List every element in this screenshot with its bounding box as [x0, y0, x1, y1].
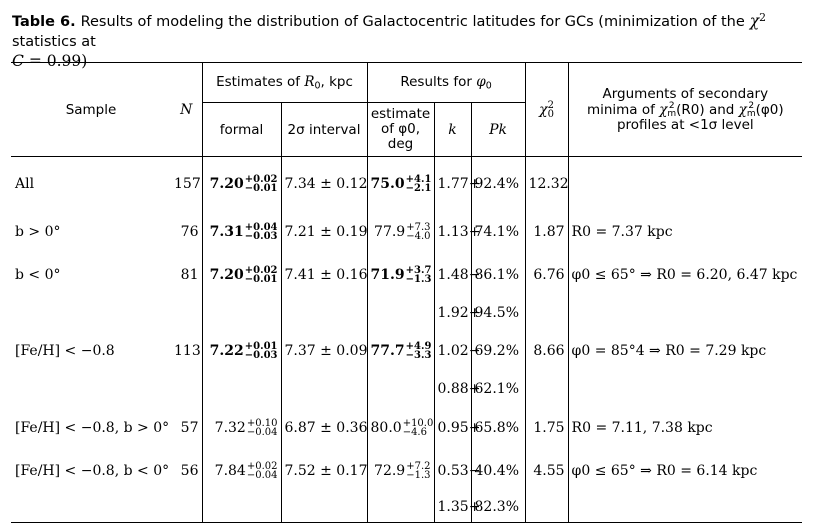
cell-k: 1.35+	[434, 493, 471, 523]
cell-chi2: 8.66	[525, 329, 568, 373]
cell-phi-errors	[406, 266, 432, 284]
cell-phi	[367, 406, 434, 450]
cell-formal-err-dn: −0.03	[244, 231, 278, 242]
cell-pk: 40.4%	[471, 450, 525, 493]
cell-formal-value: 7.31	[209, 224, 244, 240]
cell-phi-value: 75.0	[370, 175, 405, 192]
cell-interval: 6.87 ± 0.36	[281, 406, 367, 450]
table-row	[11, 493, 802, 523]
cell-chi2	[525, 373, 568, 406]
cell-formal-err-dn: −0.04	[246, 426, 278, 438]
cell-arguments: φ0 = 85°4 ⇒ R0 = 7.29 kpc	[568, 329, 802, 373]
header-n: N	[171, 63, 202, 157]
cell-formal-value: 7.32	[214, 419, 246, 436]
cell-k: 0.88+	[434, 373, 471, 406]
cell-phi-err-up: +7.2	[406, 461, 431, 472]
header-chi2: χ 2 0	[525, 63, 568, 157]
cell-phi-value: 71.9	[370, 267, 405, 283]
cell-phi-err-dn: −4.6	[402, 426, 427, 438]
cell-formal	[202, 450, 281, 493]
table-row	[11, 450, 802, 493]
cell-formal-errors	[247, 419, 278, 437]
cell-arguments	[568, 297, 802, 329]
cell-pk: 82.3%	[471, 493, 525, 523]
cell-pk: 69.2%	[471, 329, 525, 373]
cell-phi	[367, 450, 434, 493]
cell-chi2: 1.87	[525, 211, 568, 254]
cell-sample	[11, 373, 171, 406]
cell-formal-err-dn: −0.04	[246, 470, 278, 481]
cell-n	[171, 373, 202, 406]
cell-n: 81	[180, 267, 199, 283]
cell-phi-errors	[406, 462, 430, 480]
cell-pk: 86.1%	[471, 254, 525, 297]
cell-interval	[281, 493, 367, 523]
table-row	[11, 297, 802, 329]
cell-phi-err-up: +10.0	[402, 417, 434, 429]
results-table	[11, 62, 802, 523]
cell-formal-err-up: +0.02	[246, 461, 278, 472]
cell-sample	[11, 297, 171, 329]
cell-formal	[202, 297, 281, 329]
cell-arguments: R0 = 7.11, 7.38 kpc	[568, 406, 802, 450]
cell-formal-err-up: +0.10	[246, 417, 278, 429]
cell-phi-err-up: +4.1	[405, 173, 432, 185]
header-estimates: Estimates of R0, kpc	[202, 63, 367, 103]
caption-text-a: Results of modeling the distribution of Galactocentric latitudes for GCs (minimization of the	[80, 13, 745, 30]
cell-formal-err-dn: −0.01	[244, 182, 278, 194]
cell-formal-errors	[245, 266, 278, 284]
cell-phi-value: 72.9	[374, 463, 406, 479]
cell-phi-value: 77.9	[374, 224, 406, 240]
cell-formal	[202, 493, 281, 523]
cell-chi2: 12.32	[525, 157, 568, 211]
cell-sample	[11, 493, 171, 523]
cell-phi-err-dn: −2.1	[405, 182, 432, 194]
cell-arguments	[568, 157, 802, 211]
cell-interval: 7.37 ± 0.09	[281, 329, 367, 373]
cell-formal-value: 7.22	[209, 342, 244, 359]
cell-formal-err-up: +0.01	[244, 340, 278, 352]
cell-n: 76	[180, 224, 199, 240]
cell-phi-errors	[406, 342, 432, 360]
header-results: Results for φ0	[367, 63, 525, 103]
table-row	[11, 373, 802, 406]
cell-formal-err-up: +0.04	[244, 222, 278, 233]
cell-phi-err-up: +7.3	[406, 222, 431, 233]
cell-phi	[367, 373, 434, 406]
cell-arguments	[568, 373, 802, 406]
cell-arguments: φ0 ≤ 65° ⇒ R0 = 6.20, 6.47 kpc	[568, 254, 802, 297]
cell-formal-errors	[247, 462, 278, 480]
cell-chi2: 4.55	[525, 450, 568, 493]
header-formal: formal	[202, 103, 281, 157]
cell-n	[171, 493, 202, 523]
cell-phi-value: 77.7	[370, 342, 405, 359]
cell-formal	[202, 254, 281, 297]
cell-phi	[367, 157, 434, 211]
cell-k: 1.02−	[434, 329, 471, 373]
cell-phi-err-dn: −1.3	[405, 274, 432, 285]
cell-n: 157	[174, 175, 201, 192]
cell-phi-errors	[403, 419, 434, 437]
cell-pk: 94.5%	[471, 297, 525, 329]
cell-chi2	[525, 493, 568, 523]
cell-sample: [Fe/H] < −0.8, b < 0°	[15, 463, 170, 479]
cell-formal-value: 7.20	[209, 267, 244, 283]
cell-k: 1.77+	[434, 157, 471, 211]
cell-phi-err-up: +4.9	[405, 340, 432, 352]
cell-sample: b < 0°	[15, 267, 61, 283]
cell-interval: 7.52 ± 0.17	[281, 450, 367, 493]
cell-chi2	[525, 297, 568, 329]
cell-n: 56	[180, 463, 199, 479]
cell-phi-value: 80.0	[370, 419, 402, 436]
cell-chi2: 1.75	[525, 406, 568, 450]
cell-arguments: φ0 ≤ 65° ⇒ R0 = 6.14 kpc	[568, 450, 802, 493]
cell-k: 1.92+	[434, 297, 471, 329]
cell-arguments	[568, 493, 802, 523]
cell-n	[171, 297, 202, 329]
caption-text-d: = 0.99)	[28, 51, 88, 70]
header-estimate-phi: estimate of φ0, deg	[367, 103, 434, 157]
cell-formal-errors	[245, 175, 278, 193]
cell-pk: 65.8%	[471, 406, 525, 450]
cell-phi-err-up: +3.7	[405, 265, 432, 276]
cell-formal-value: 7.84	[214, 463, 246, 479]
cell-k: 0.53−	[434, 450, 471, 493]
cell-k: 1.48−	[434, 254, 471, 297]
cell-interval	[281, 373, 367, 406]
cell-pk: 74.1%	[471, 211, 525, 254]
cell-phi	[367, 493, 434, 523]
header-arguments: Arguments of secondary minima of χ 2 m (R0) and χ 2 m (φ0) profiles at <1σ level	[568, 63, 802, 157]
cell-formal-err-dn: −0.01	[244, 274, 278, 285]
caption-c: C	[12, 51, 24, 70]
cell-phi-err-dn: −4.0	[406, 231, 431, 242]
cell-interval: 7.34 ± 0.12	[281, 157, 367, 211]
cell-sample: b > 0°	[15, 224, 61, 240]
cell-phi	[367, 297, 434, 329]
cell-formal	[202, 157, 281, 211]
table-row	[11, 254, 802, 297]
cell-phi-err-dn: −3.3	[405, 349, 432, 361]
cell-k: 0.95+	[434, 406, 471, 450]
caption-chi: χ	[749, 11, 760, 30]
cell-n: 57	[180, 419, 199, 436]
caption-sup: 2	[759, 11, 767, 24]
table-row	[11, 211, 802, 254]
cell-arguments: R0 = 7.37 kpc	[568, 211, 802, 254]
cell-sample: [Fe/H] < −0.8	[15, 342, 115, 359]
cell-phi	[367, 329, 434, 373]
cell-interval: 7.41 ± 0.16	[281, 254, 367, 297]
cell-k: 1.13+	[434, 211, 471, 254]
cell-chi2: 6.76	[525, 254, 568, 297]
header-interval: 2σ interval	[281, 103, 367, 157]
cell-formal-err-dn: −0.03	[244, 349, 278, 361]
caption-text-b: statistics at	[12, 33, 96, 50]
header-sample: Sample	[11, 63, 171, 157]
cell-phi-errors	[406, 223, 430, 241]
cell-formal-value: 7.20	[209, 175, 244, 192]
cell-n: 113	[174, 342, 201, 359]
cell-pk: 92.4%	[471, 157, 525, 211]
cell-formal	[202, 329, 281, 373]
cell-formal	[202, 373, 281, 406]
cell-phi	[367, 254, 434, 297]
caption-label: Table 6.	[12, 13, 76, 30]
cell-phi	[367, 211, 434, 254]
table-row	[11, 157, 802, 211]
cell-formal-errors	[245, 342, 278, 360]
table-row	[11, 406, 802, 450]
cell-interval: 7.21 ± 0.19	[281, 211, 367, 254]
header-pk: Pk	[471, 103, 525, 157]
cell-formal-err-up: +0.02	[244, 173, 278, 185]
cell-pk: 62.1%	[471, 373, 525, 406]
cell-phi-err-dn: −1.3	[406, 470, 431, 481]
header-k: k	[434, 103, 471, 157]
cell-formal-err-up: +0.02	[244, 265, 278, 276]
cell-sample: [Fe/H] < −0.8, b > 0°	[15, 419, 170, 436]
cell-phi-errors	[406, 175, 432, 193]
cell-formal	[202, 406, 281, 450]
cell-interval	[281, 297, 367, 329]
table-row	[11, 329, 802, 373]
cell-formal	[202, 211, 281, 254]
cell-sample: All	[15, 175, 35, 192]
cell-formal-errors	[245, 223, 278, 241]
